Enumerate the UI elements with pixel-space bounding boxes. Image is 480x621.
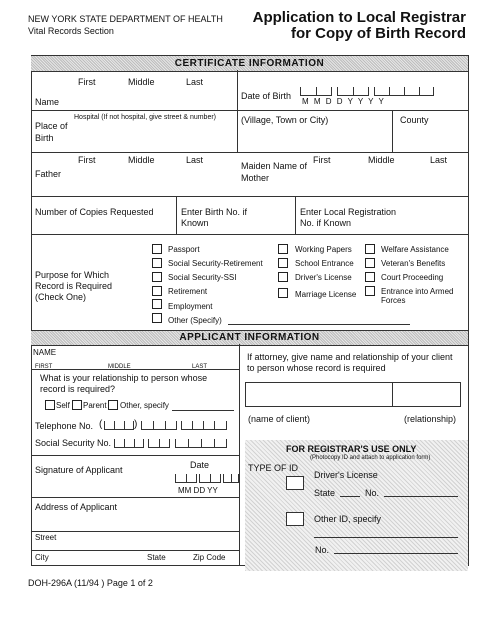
dob-month-boxes[interactable] bbox=[300, 84, 332, 96]
col-divider bbox=[295, 196, 296, 234]
self-label: Self bbox=[56, 401, 70, 410]
applicant-name-label: NAME bbox=[33, 348, 57, 357]
certificate-info-band bbox=[31, 55, 468, 72]
ssn-label: Social Security No. bbox=[35, 438, 112, 448]
city-line[interactable] bbox=[31, 550, 239, 551]
city-label: City bbox=[35, 553, 49, 562]
welfare-label: Welfare Assistance bbox=[381, 245, 449, 254]
ss-ssi-label: Social Security-SSI bbox=[168, 273, 237, 282]
form-footer: DOH-296A (11/94 ) Page 1 of 2 bbox=[28, 578, 153, 588]
certificate-info-heading: CERTIFICATE INFORMATION bbox=[174, 58, 325, 69]
row-divider bbox=[31, 110, 468, 111]
address-label: Address of Applicant bbox=[35, 502, 118, 512]
registrar-heading: FOR REGISTRAR'S USE ONLY bbox=[286, 444, 417, 454]
phone-prefix-boxes[interactable] bbox=[141, 418, 177, 430]
other-id-no-label: No. bbox=[315, 545, 330, 555]
self-checkbox[interactable] bbox=[45, 400, 55, 410]
working-papers-checkbox[interactable] bbox=[278, 244, 288, 254]
name-label: Name bbox=[35, 97, 60, 107]
drivers-license-id-label: Driver's License bbox=[314, 470, 378, 480]
row-divider bbox=[31, 196, 468, 197]
name-last-label: Last bbox=[186, 77, 204, 87]
name-middle-label: Middle bbox=[128, 77, 155, 87]
retirement-checkbox[interactable] bbox=[152, 286, 162, 296]
village-label: (Village, Town or City) bbox=[241, 115, 329, 125]
registrar-no-line[interactable] bbox=[384, 496, 458, 497]
dob-format-label: M M D D Y Y Y Y bbox=[302, 97, 386, 106]
form-right-border bbox=[468, 55, 469, 566]
relationship-question: What is your relationship to person whose record is required? bbox=[40, 373, 208, 394]
ss-retirement-checkbox[interactable] bbox=[152, 258, 162, 268]
form-title-line2: for Copy of Birth Record bbox=[291, 25, 466, 42]
date-format-label: MM DD YY bbox=[178, 486, 218, 495]
mother-middle-label: Middle bbox=[368, 155, 395, 165]
applicant-first-label: FIRST bbox=[35, 364, 53, 370]
ssn-group-boxes[interactable] bbox=[148, 436, 170, 448]
client-name-box[interactable] bbox=[245, 382, 393, 407]
applicant-info-band bbox=[31, 330, 468, 346]
retirement-label: Retirement bbox=[168, 287, 208, 296]
armed-forces-label: Entrance into Armed Forces bbox=[381, 287, 454, 305]
birth-no-label: Enter Birth No. if Known bbox=[181, 207, 248, 228]
registrar-state-line[interactable] bbox=[340, 496, 360, 497]
welfare-checkbox[interactable] bbox=[365, 244, 375, 254]
purpose-label: Purpose for Which Record is Required (Check One) bbox=[35, 270, 113, 302]
sign-year-boxes[interactable] bbox=[223, 471, 239, 483]
place-of-birth-label: Place of Birth bbox=[35, 121, 68, 143]
type-of-id-label: TYPE OF ID bbox=[248, 463, 299, 473]
employment-checkbox[interactable] bbox=[152, 299, 162, 309]
name-first-label: First bbox=[78, 77, 96, 87]
sign-day-boxes[interactable] bbox=[199, 471, 221, 483]
sign-month-boxes[interactable] bbox=[175, 471, 197, 483]
other-relationship-label: Other, specify bbox=[120, 401, 169, 410]
school-entrance-label: School Entrance bbox=[295, 259, 354, 268]
dob-day-boxes[interactable] bbox=[337, 84, 369, 96]
county-label: County bbox=[400, 115, 429, 125]
street-label: Street bbox=[35, 533, 57, 542]
applicant-last-label: LAST bbox=[192, 364, 208, 370]
name-of-client-label: (name of client) bbox=[248, 414, 311, 424]
row-divider bbox=[31, 497, 239, 498]
mother-first-label: First bbox=[313, 155, 331, 165]
relationship-label: (relationship) bbox=[404, 414, 457, 424]
father-last-label: Last bbox=[186, 155, 204, 165]
parent-label: Parent bbox=[83, 401, 107, 410]
other-relationship-checkbox[interactable] bbox=[108, 400, 118, 410]
parent-checkbox[interactable] bbox=[72, 400, 82, 410]
other-id-label: Other ID, specify bbox=[314, 514, 382, 524]
drivers-license-id-checkbox[interactable] bbox=[286, 476, 304, 490]
signature-label: Signature of Applicant bbox=[35, 465, 123, 475]
date-label: Date bbox=[190, 460, 210, 470]
dob-year-boxes[interactable] bbox=[374, 84, 434, 96]
county-divider bbox=[392, 110, 393, 152]
applicant-divider bbox=[239, 344, 240, 565]
applicant-info-heading: APPLICANT INFORMATION bbox=[179, 332, 320, 343]
date-of-birth-label: Date of Birth bbox=[241, 91, 292, 101]
other-id-checkbox[interactable] bbox=[286, 512, 304, 526]
col-divider bbox=[176, 196, 177, 234]
marriage-license-label: Marriage License bbox=[295, 290, 357, 299]
attorney-instruction: If attorney, give name and relationship of your client to person whose record is required bbox=[247, 352, 453, 373]
school-entrance-checkbox[interactable] bbox=[278, 258, 288, 268]
state-label: State bbox=[147, 553, 166, 562]
ss-ssi-checkbox[interactable] bbox=[152, 272, 162, 282]
local-reg-label: Enter Local Registration No. if Known bbox=[300, 207, 397, 228]
working-papers-label: Working Papers bbox=[295, 245, 352, 254]
phone-line-boxes[interactable] bbox=[181, 418, 227, 430]
section-name: Vital Records Section bbox=[28, 26, 114, 36]
passport-checkbox[interactable] bbox=[152, 244, 162, 254]
telephone-paren-close: ) bbox=[134, 419, 138, 430]
drivers-license-checkbox[interactable] bbox=[278, 272, 288, 282]
telephone-label: Telephone No. bbox=[35, 421, 94, 431]
passport-label: Passport bbox=[168, 245, 200, 254]
zip-label: Zip Code bbox=[193, 553, 226, 562]
marriage-license-checkbox[interactable] bbox=[278, 288, 288, 298]
other-id-no-line[interactable] bbox=[334, 553, 458, 554]
other-purpose-checkbox[interactable] bbox=[152, 313, 162, 323]
client-relationship-box[interactable] bbox=[392, 382, 461, 407]
father-label: Father bbox=[35, 169, 62, 179]
cert-divider bbox=[237, 70, 238, 152]
other-relationship-line[interactable] bbox=[172, 410, 234, 411]
ssn-area-boxes[interactable] bbox=[114, 436, 144, 448]
other-purpose-label: Other (Specify) bbox=[168, 316, 222, 325]
armed-forces-checkbox[interactable] bbox=[365, 286, 375, 296]
copies-label: Number of Copies Requested bbox=[35, 207, 154, 217]
applicant-middle-label: MIDDLE bbox=[108, 364, 131, 370]
hospital-hint: Hospital (If not hospital, give street & number) bbox=[74, 114, 217, 121]
street-line[interactable] bbox=[31, 531, 239, 532]
registrar-no-label: No. bbox=[365, 488, 380, 498]
form-left-border bbox=[31, 55, 32, 566]
row-divider bbox=[31, 455, 239, 456]
mother-last-label: Last bbox=[430, 155, 448, 165]
area-code-boxes[interactable] bbox=[104, 418, 134, 430]
employment-label: Employment bbox=[168, 302, 213, 311]
veterans-label: Veteran's Benefits bbox=[381, 259, 446, 268]
telephone-paren-open: ( bbox=[99, 419, 103, 430]
ss-retirement-label: Social Security-Retirement bbox=[168, 259, 263, 268]
ssn-serial-boxes[interactable] bbox=[175, 436, 227, 448]
other-id-line[interactable] bbox=[314, 537, 458, 538]
court-label: Court Proceeding bbox=[381, 273, 444, 282]
veterans-checkbox[interactable] bbox=[365, 258, 375, 268]
father-middle-label: Middle bbox=[128, 155, 155, 165]
form-title-line1: Application to Local Registrar bbox=[252, 9, 466, 26]
registrar-state-label: State bbox=[314, 488, 336, 498]
applicant-name-line[interactable] bbox=[31, 369, 239, 370]
father-first-label: First bbox=[78, 155, 96, 165]
drivers-license-label: Driver's License bbox=[295, 273, 352, 282]
row-divider bbox=[31, 152, 468, 153]
maiden-name-label: Maiden Name of Mother bbox=[241, 161, 308, 183]
court-checkbox[interactable] bbox=[365, 272, 375, 282]
registrar-note: (Photocopy ID and attach to application form) bbox=[310, 455, 431, 461]
department-name: NEW YORK STATE DEPARTMENT OF HEALTH bbox=[28, 14, 223, 24]
row-divider bbox=[31, 234, 468, 235]
other-purpose-line[interactable] bbox=[228, 324, 410, 325]
